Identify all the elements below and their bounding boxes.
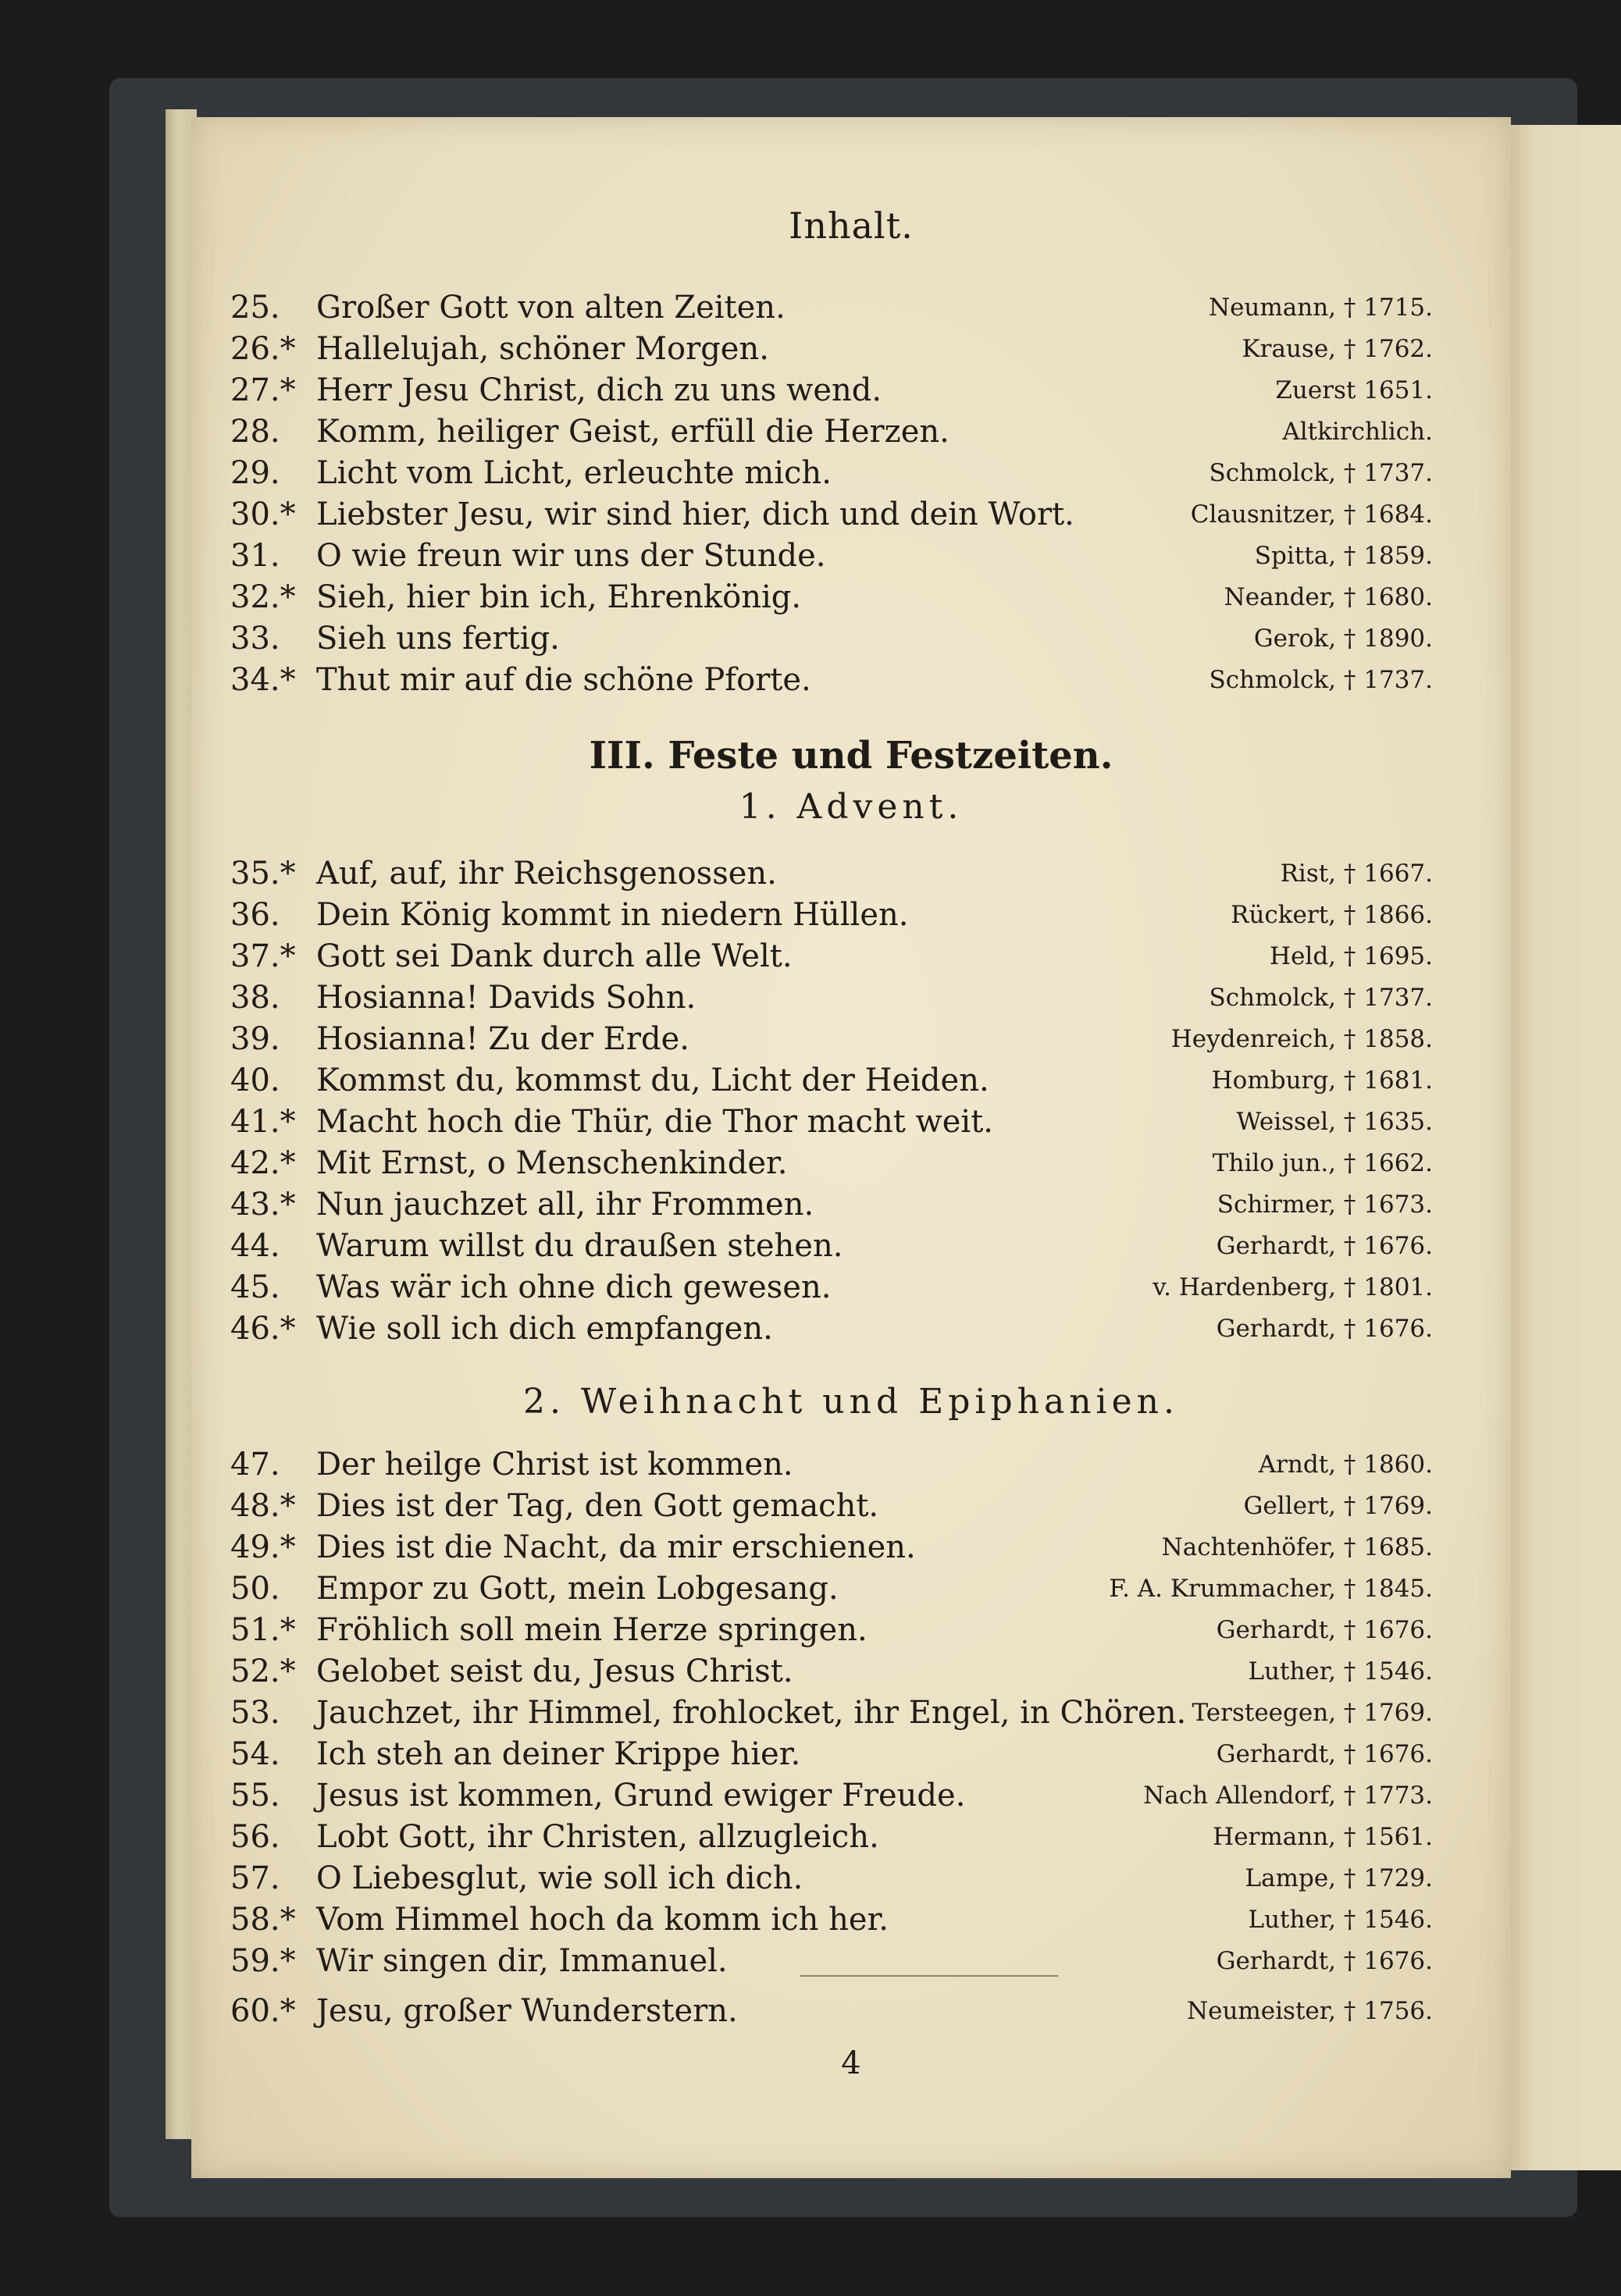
hymn-title: Thut mir auf die schöne Pforte. <box>316 662 811 698</box>
hymn-number: 42.* <box>230 1145 296 1181</box>
hymn-author: Lampe, † 1729. <box>1245 1864 1433 1892</box>
hymn-number: 31. <box>230 538 280 574</box>
hymn-entry <box>230 1267 1433 1308</box>
hymn-author: Schmolck, † 1737. <box>1209 666 1433 694</box>
hymn-author: Heydenreich, † 1858. <box>1170 1025 1433 1053</box>
hymn-author: Nach Allendorf, † 1773. <box>1143 1782 1433 1810</box>
hymn-number: 52.* <box>230 1653 296 1689</box>
hymn-number: 34.* <box>230 662 296 698</box>
hymn-number: 45. <box>230 1269 280 1305</box>
hymn-author: Zuerst 1651. <box>1275 376 1433 404</box>
page-number: 4 <box>841 2045 861 2081</box>
hymn-author: Neumann, † 1715. <box>1208 294 1433 322</box>
hymn-title: Lobt Gott, ihr Christen, allzugleich. <box>316 1819 879 1855</box>
hymn-entry <box>230 1308 1433 1349</box>
hymn-title: Jesu, großer Wunderstern. <box>316 1993 738 2029</box>
hymn-title: O Liebesglut, wie soll ich dich. <box>316 1860 803 1896</box>
hymn-entry <box>230 1184 1433 1225</box>
hymn-number: 29. <box>230 455 280 491</box>
hymn-number: 54. <box>230 1736 280 1772</box>
hymn-title: Sieh, hier bin ich, Ehrenkönig. <box>316 579 802 615</box>
hymn-entry <box>230 895 1433 935</box>
hymn-author: Schmolck, † 1737. <box>1209 984 1433 1012</box>
hymn-author: Altkirchlich. <box>1282 418 1433 446</box>
hymn-title: Wie soll ich dich empfangen. <box>316 1311 773 1347</box>
hymn-entry <box>230 1019 1433 1059</box>
hymn-author: Held, † 1695. <box>1270 942 1433 970</box>
hymn-entry <box>230 1817 1433 1857</box>
hymn-title: Sieh uns fertig. <box>316 621 560 657</box>
hymn-title: Komm, heiliger Geist, erfüll die Herzen. <box>316 414 949 450</box>
hymn-title: Nun jauchzet all, ihr Frommen. <box>316 1187 814 1223</box>
hymn-number: 35.* <box>230 856 296 892</box>
hymn-number: 25. <box>230 290 280 326</box>
hymn-entry <box>230 1693 1433 1733</box>
hymn-entry <box>230 1651 1433 1692</box>
hymn-number: 41.* <box>230 1104 296 1140</box>
hymn-title: Hosianna! Zu der Erde. <box>316 1021 689 1057</box>
hymn-title: Was wär ich ohne dich gewesen. <box>316 1269 832 1305</box>
hymn-title: Vom Himmel hoch da komm ich her. <box>316 1902 889 1938</box>
hymn-author: Gerhardt, † 1676. <box>1216 1740 1433 1768</box>
hymn-title: Mit Ernst, o Menschenkinder. <box>316 1145 788 1181</box>
hymn-entry <box>230 936 1433 977</box>
hymn-author: Luther, † 1546. <box>1248 1906 1433 1934</box>
hymn-author: Neander, † 1680. <box>1224 583 1433 611</box>
hymn-number: 49.* <box>230 1529 296 1565</box>
hymn-entry <box>230 329 1433 369</box>
hymn-author: Schmolck, † 1737. <box>1209 459 1433 487</box>
hymn-author: Gerhardt, † 1676. <box>1216 1947 1433 1975</box>
hymn-entry <box>230 1143 1433 1184</box>
hymn-author: Rückert, † 1866. <box>1231 901 1433 929</box>
hymn-author: Spitta, † 1859. <box>1254 542 1433 570</box>
hymn-number: 33. <box>230 621 280 657</box>
hymn-author: Arndt, † 1860. <box>1258 1451 1433 1479</box>
hymn-title: Jauchzet, ihr Himmel, frohlocket, ihr Engel, in Chören. <box>316 1695 1187 1731</box>
subsection-title-advent: 1. Advent. <box>739 787 964 827</box>
hymn-author: Luther, † 1546. <box>1248 1657 1433 1686</box>
hymn-entry <box>230 853 1433 894</box>
hymn-entry <box>230 1858 1433 1899</box>
hymn-author: Gerhardt, † 1676. <box>1216 1232 1433 1260</box>
hymn-title: Gelobet seist du, Jesus Christ. <box>316 1653 793 1689</box>
hymn-number: 39. <box>230 1021 280 1057</box>
hymn-number: 57. <box>230 1860 280 1896</box>
hymn-author: v. Hardenberg, † 1801. <box>1153 1273 1433 1301</box>
hymn-entry <box>230 370 1433 411</box>
hymn-title: O wie freun wir uns der Stunde. <box>316 538 826 574</box>
hymn-title: Der heilge Christ ist kommen. <box>316 1447 793 1483</box>
hymn-entry <box>230 1991 1433 2031</box>
facing-page-edge <box>1499 125 1621 2170</box>
hymn-title: Herr Jesu Christ, dich zu uns wend. <box>316 372 882 408</box>
hymn-author: Krause, † 1762. <box>1242 335 1433 363</box>
hymn-entry <box>230 1486 1433 1526</box>
hymn-entry <box>230 494 1433 535</box>
hymn-number: 60.* <box>230 1993 296 2029</box>
hymn-number: 26.* <box>230 331 296 367</box>
hymn-number: 56. <box>230 1819 280 1855</box>
hymn-number: 48.* <box>230 1488 296 1524</box>
hymn-title: Warum willst du draußen stehen. <box>316 1228 843 1264</box>
hymn-entry <box>230 1568 1433 1609</box>
subsection-title-christmas: 2. Weihnacht und Epiphanien. <box>523 1382 1179 1422</box>
hymn-title: Auf, auf, ihr Reichsgenossen. <box>316 856 777 892</box>
hymn-author: Nachtenhöfer, † 1685. <box>1161 1533 1433 1561</box>
hymn-author: Hermann, † 1561. <box>1213 1823 1433 1851</box>
hymn-author: Weissel, † 1635. <box>1236 1108 1433 1136</box>
hymn-entry <box>230 1444 1433 1485</box>
hymn-title: Gott sei Dank durch alle Welt. <box>316 938 793 974</box>
hymn-number: 55. <box>230 1778 280 1814</box>
hymn-number: 50. <box>230 1571 280 1607</box>
hymn-number: 36. <box>230 897 280 933</box>
hymn-entry <box>230 287 1433 328</box>
hymn-author: Homburg, † 1681. <box>1211 1066 1433 1095</box>
hymn-title: Macht hoch die Thür, die Thor macht weit. <box>316 1104 993 1140</box>
hymn-entry <box>230 618 1433 659</box>
hymn-entry <box>230 977 1433 1018</box>
hymn-title: Empor zu Gott, mein Lobgesang. <box>316 1571 839 1607</box>
hymn-title: Liebster Jesu, wir sind hier, dich und dein Wort. <box>316 497 1074 532</box>
hymn-title: Jesus ist kommen, Grund ewiger Freude. <box>316 1778 966 1814</box>
hymn-number: 47. <box>230 1447 280 1483</box>
hymn-entry <box>230 1610 1433 1650</box>
hymn-title: Großer Gott von alten Zeiten. <box>316 290 786 326</box>
hymn-entry <box>230 1060 1433 1101</box>
hymn-entry <box>230 453 1433 493</box>
hymn-number: 32.* <box>230 579 296 615</box>
hymn-author: Thilo jun., † 1662. <box>1212 1149 1433 1177</box>
hymn-number: 30.* <box>230 497 296 532</box>
hymn-title: Fröhlich soll mein Herze springen. <box>316 1612 868 1648</box>
hymn-title: Ich steh an deiner Krippe hier. <box>316 1736 801 1772</box>
section-divider <box>800 1975 1058 1977</box>
hymn-number: 38. <box>230 980 280 1016</box>
hymn-title: Hosianna! Davids Sohn. <box>316 980 696 1016</box>
hymn-title: Dies ist die Nacht, da mir erschienen. <box>316 1529 916 1565</box>
hymn-title: Wir singen dir, Immanuel. <box>316 1943 728 1979</box>
hymn-title: Kommst du, kommst du, Licht der Heiden. <box>316 1063 989 1098</box>
hymn-number: 58.* <box>230 1902 296 1938</box>
hymn-entry <box>230 1226 1433 1266</box>
hymn-entry <box>230 577 1433 618</box>
hymn-number: 37.* <box>230 938 296 974</box>
hymn-title: Dein König kommt in niedern Hüllen. <box>316 897 909 933</box>
hymn-author: Gerhardt, † 1676. <box>1216 1616 1433 1644</box>
hymn-entry <box>230 536 1433 576</box>
hymn-number: 43.* <box>230 1187 296 1223</box>
hymn-number: 51.* <box>230 1612 296 1648</box>
book-page <box>191 117 1511 2178</box>
hymn-title: Licht vom Licht, erleuchte mich. <box>316 455 832 491</box>
hymn-number: 44. <box>230 1228 280 1264</box>
hymn-entry <box>230 1527 1433 1568</box>
hymn-author: Rist, † 1667. <box>1280 860 1433 888</box>
hymn-entry <box>230 411 1433 452</box>
hymn-author: Gellert, † 1769. <box>1243 1492 1433 1520</box>
hymn-entry <box>230 1734 1433 1775</box>
section-title-festivals: III. Feste und Festzeiten. <box>589 734 1113 778</box>
hymn-number: 28. <box>230 414 280 450</box>
hymn-author: Clausnitzer, † 1684. <box>1190 500 1433 529</box>
hymn-author: Neumeister, † 1756. <box>1186 1997 1433 2025</box>
hymn-title: Hallelujah, schöner Morgen. <box>316 331 769 367</box>
hymn-author: Schirmer, † 1673. <box>1217 1191 1433 1219</box>
hymn-number: 46.* <box>230 1311 296 1347</box>
hymn-number: 40. <box>230 1063 280 1098</box>
hymn-title: Dies ist der Tag, den Gott gemacht. <box>316 1488 879 1524</box>
hymn-entry <box>230 1899 1433 1940</box>
hymn-author: F. A. Krummacher, † 1845. <box>1109 1575 1433 1603</box>
hymn-number: 59.* <box>230 1943 296 1979</box>
hymn-author: Gerhardt, † 1676. <box>1216 1315 1433 1343</box>
hymn-author: Tersteegen, † 1769. <box>1192 1699 1433 1727</box>
hymn-entry <box>230 1102 1433 1142</box>
hymn-number: 27.* <box>230 372 296 408</box>
hymn-number: 53. <box>230 1695 280 1731</box>
hymn-entry <box>230 660 1433 700</box>
hymn-entry <box>230 1775 1433 1816</box>
page-header-title: Inhalt. <box>789 205 914 247</box>
hymn-author: Gerok, † 1890. <box>1253 625 1433 653</box>
